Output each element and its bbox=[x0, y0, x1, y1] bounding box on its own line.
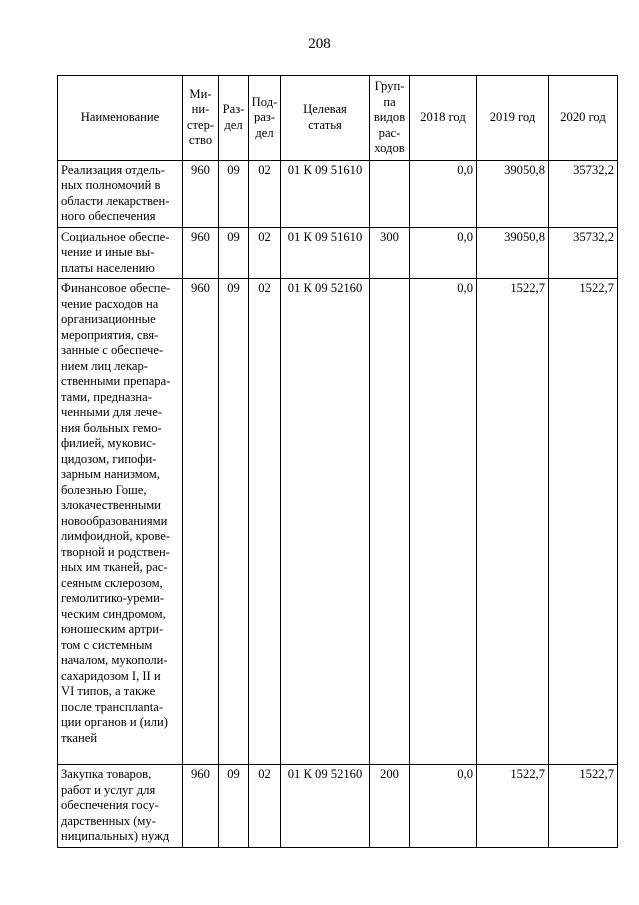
cell-subsection: 02 bbox=[249, 279, 281, 765]
table-row bbox=[58, 279, 618, 765]
cell-2018: 0,0 bbox=[410, 279, 477, 765]
header-target: Целевая статья bbox=[281, 76, 370, 161]
cell-2019: 39050,8 bbox=[477, 160, 549, 227]
cell-section: 09 bbox=[219, 765, 249, 848]
cell-subsection: 02 bbox=[249, 765, 281, 848]
cell-ministry: 960 bbox=[183, 160, 219, 227]
cell-ministry: 960 bbox=[183, 279, 219, 765]
header-2019: 2019 год bbox=[477, 76, 549, 161]
cell-section: 09 bbox=[219, 227, 249, 279]
table-row bbox=[58, 160, 618, 227]
cell-2019: 1522,7 bbox=[477, 765, 549, 848]
header-2018: 2018 год bbox=[410, 76, 477, 161]
cell-ministry: 960 bbox=[183, 765, 219, 848]
cell-section: 09 bbox=[219, 279, 249, 765]
header-group: Груп- па видов рас- ходов bbox=[370, 76, 410, 161]
cell-name: Финансовое обеспе- чение расходов на организационные мероприятия, свя- занные с обеспече- нием лиц лекар- ственными препара- тами, предназна- ченными для лече- ния больных гемо- филией, муковис- цидозом, гипофи- зарным нанизмом, болезнью Гоше, злокачественными новообразованиями лимфоидной, крове- творной и родствен- ных им тканей, рас- сеяным склерозом, гемолитико-уреми- ческим синдромом, юношеским артри- том с системным началом, мукополи- сахаридозом I, II и VI типов, а также после трансплanta- ции органов и (или) тканей bbox=[58, 279, 183, 765]
cell-subsection: 02 bbox=[249, 227, 281, 279]
cell-2020: 1522,7 bbox=[549, 279, 618, 765]
cell-2018: 0,0 bbox=[410, 227, 477, 279]
cell-name: Закупка товаров, работ и услуг для обеспечения госу- дарственных (му- ниципальных) нужд bbox=[58, 765, 183, 848]
header-name: Наименование bbox=[58, 76, 183, 161]
cell-group: 200 bbox=[370, 765, 410, 848]
header-section: Раз- дел bbox=[219, 76, 249, 161]
cell-ministry: 960 bbox=[183, 227, 219, 279]
cell-target: 01 К 09 52160 bbox=[281, 765, 370, 848]
cell-2019: 39050,8 bbox=[477, 227, 549, 279]
cell-name: Реализация отдель- ных полномочий в области лекарствен- ного обеспечения bbox=[58, 160, 183, 227]
cell-target: 01 К 09 52160 bbox=[281, 279, 370, 765]
header-ministry: Ми- ни- стер- ство bbox=[183, 76, 219, 161]
table-header-row bbox=[58, 76, 618, 161]
budget-table bbox=[57, 75, 618, 848]
cell-name: Социальное обеспе- чение и иные вы- платы населению bbox=[58, 227, 183, 279]
page-number: 208 bbox=[308, 36, 331, 52]
cell-2020: 35732,2 bbox=[549, 160, 618, 227]
table-row bbox=[58, 227, 618, 279]
header-subsection: Под- раз- дел bbox=[249, 76, 281, 161]
cell-2020: 1522,7 bbox=[549, 765, 618, 848]
cell-group bbox=[370, 160, 410, 227]
header-2020: 2020 год bbox=[549, 76, 618, 161]
cell-subsection: 02 bbox=[249, 160, 281, 227]
cell-2019: 1522,7 bbox=[477, 279, 549, 765]
cell-group: 300 bbox=[370, 227, 410, 279]
cell-2018: 0,0 bbox=[410, 160, 477, 227]
cell-target: 01 К 09 51610 bbox=[281, 227, 370, 279]
table-row bbox=[58, 765, 618, 848]
cell-target: 01 К 09 51610 bbox=[281, 160, 370, 227]
cell-group bbox=[370, 279, 410, 765]
cell-section: 09 bbox=[219, 160, 249, 227]
cell-2020: 35732,2 bbox=[549, 227, 618, 279]
cell-2018: 0,0 bbox=[410, 765, 477, 848]
